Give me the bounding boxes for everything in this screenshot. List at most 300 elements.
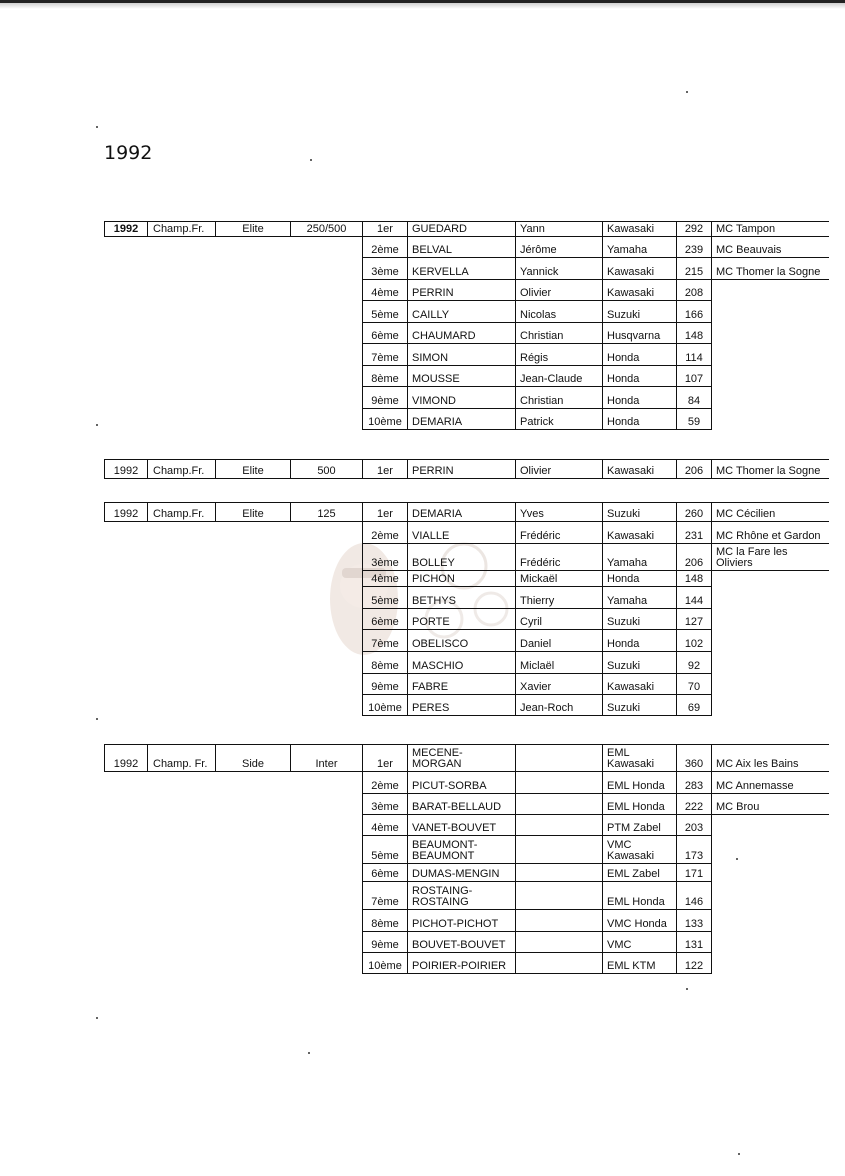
points-cell-text: 122 [684,960,704,972]
table-row [0,744,845,772]
rider-firstname-cell-text: Yann [520,223,545,235]
club-cell [711,366,829,387]
rider-firstname-cell-text: Christian [520,395,564,407]
table-row [0,587,845,609]
rider-name-cell [407,221,515,237]
rider-name-cell-text: GUEDARD [412,223,468,235]
motorcycle-cell [602,459,676,479]
motorcycle-cell-text: Kawasaki [607,530,655,542]
points-cell-text: 131 [684,939,704,951]
category-cell [215,221,290,237]
class-cell [290,744,362,772]
motorcycle-cell-text: VMC Honda [607,918,667,930]
rider-name-cell [407,652,515,674]
club-cell [711,409,829,430]
rider-name-cell [407,882,515,910]
points-cell-text: 292 [684,223,704,235]
rank-cell [362,882,407,910]
rank-cell-text: 2ème [371,530,399,542]
table-row [0,258,845,280]
rider-name-cell [407,910,515,932]
points-cell-text: 92 [687,660,701,672]
rider-name-cell [407,953,515,974]
rank-cell [362,522,407,544]
rider-firstname-cell [515,571,602,587]
points-cell-text: 208 [684,287,704,299]
points-cell-text: 171 [684,868,704,880]
class-cell [290,502,362,522]
rider-name-cell-text: PERES [412,702,450,714]
club-cell [711,674,829,695]
rider-firstname-cell-text: Jean-Claude [520,373,583,385]
rank-cell [362,544,407,571]
points-cell-text: 70 [687,681,701,693]
points-cell-text: 239 [684,244,704,256]
points-cell [676,258,711,280]
rank-cell-text: 5ème [371,309,399,321]
rider-name-cell [407,522,515,544]
points-cell-text: 114 [685,352,703,364]
club-cell [711,882,829,910]
points-cell [676,344,711,366]
rider-firstname-cell-text: Miclaël [520,660,555,672]
motorcycle-cell-text: Suzuki [607,309,641,321]
rider-name-cell [407,609,515,630]
club-cell-text: MC Brou [716,801,760,813]
rider-name-cell-text: PERRIN [412,465,454,477]
rank-cell-text: 3ème [371,801,399,813]
scan-speck [96,126,98,128]
rider-firstname-cell [515,344,602,366]
category-cell-text: Side [241,758,265,770]
table-row [0,910,845,932]
rank-cell-text: 4ème [371,573,399,585]
rank-cell [362,387,407,409]
motorcycle-cell-text: EML KTM [607,960,656,972]
points-cell [676,587,711,609]
rank-cell-text: 5ème [371,850,399,862]
championship-cell [147,744,215,772]
rank-cell [362,815,407,836]
rank-cell [362,301,407,323]
rider-name-cell-text: MASCHIO [412,660,464,672]
table-row [0,836,845,864]
motorcycle-cell-text: VMC Kawasaki [607,839,655,862]
club-cell [711,544,829,571]
rider-firstname-cell [515,864,602,882]
club-cell-text: MC Thomer la Sogne [716,465,821,477]
rider-name-cell-text: MECENE-MORGAN [412,747,463,770]
rider-name-cell-text: PICUT-SORBA [412,780,487,792]
points-cell-text: 166 [684,309,704,321]
rider-firstname-cell [515,744,602,772]
points-cell-text: 102 [684,638,704,650]
rider-firstname-cell-text: Christian [520,330,564,342]
points-cell [676,609,711,630]
class-cell [290,459,362,479]
rider-firstname-cell [515,237,602,258]
rank-cell [362,674,407,695]
points-cell [676,522,711,544]
rider-name-cell [407,836,515,864]
points-cell-text: 231 [684,530,704,542]
points-cell [676,674,711,695]
rider-firstname-cell-text: Yannick [520,266,559,278]
rider-firstname-cell [515,772,602,794]
motorcycle-cell [602,932,676,953]
rank-cell [362,794,407,815]
motorcycle-cell-text: VMC [607,939,632,951]
rider-name-cell [407,744,515,772]
championship-cell-text: Champ.Fr. [153,465,205,477]
category-cell-text: Elite [242,465,264,477]
rider-firstname-cell-text: Mickaël [520,573,558,585]
rider-name-cell-text: OBELISCO [412,638,469,650]
rider-firstname-cell [515,794,602,815]
rider-name-cell-text: VIMOND [412,395,456,407]
points-cell-text: 283 [684,780,704,792]
year-cell-text: 1992 [113,758,139,770]
club-cell-text: MC la Fare les Oliviers [716,546,788,569]
rank-cell-text: 1er [377,465,393,477]
scan-speck [308,1052,310,1054]
motorcycle-cell [602,522,676,544]
motorcycle-cell [602,609,676,630]
rank-cell-text: 7ème [371,896,399,908]
points-cell-text: 222 [684,801,704,813]
rider-firstname-cell [515,323,602,344]
rider-name-cell [407,571,515,587]
rank-cell-text: 4ème [371,822,399,834]
points-cell-text: 59 [687,416,701,428]
points-cell [676,571,711,587]
category-cell-text: Elite [242,223,264,235]
rider-firstname-cell [515,221,602,237]
club-cell [711,695,829,716]
club-cell-text: MC Cécilien [716,508,776,520]
points-cell [676,836,711,864]
points-cell [676,815,711,836]
club-cell-text: MC Annemasse [716,780,794,792]
rider-firstname-cell-text: Jean-Roch [520,702,574,714]
rider-name-cell-text: BELVAL [412,244,452,256]
club-cell [711,237,829,258]
motorcycle-cell-text: EML Honda [607,896,665,908]
motorcycle-cell-text: Kawasaki [607,223,655,235]
rank-cell-text: 9ème [371,395,399,407]
club-cell [711,280,829,301]
rank-cell [362,409,407,430]
category-cell [215,502,290,522]
points-cell-text: 107 [684,373,704,385]
rider-name-cell [407,459,515,479]
rider-name-cell [407,258,515,280]
points-cell [676,953,711,974]
rider-name-cell-text: PORTE [412,616,450,628]
motorcycle-cell [602,882,676,910]
scan-speck [686,988,688,990]
rider-firstname-cell [515,932,602,953]
table-row [0,237,845,258]
club-cell-text: MC Rhône et Gardon [716,530,821,542]
rank-cell-text: 1er [377,758,393,770]
rider-firstname-cell [515,522,602,544]
rank-cell-text: 3ème [371,266,399,278]
rank-cell-text: 4ème [371,287,399,299]
motorcycle-cell-text: Suzuki [607,702,641,714]
table-row [0,323,845,344]
rank-cell [362,652,407,674]
points-cell [676,910,711,932]
table-row [0,221,845,237]
points-cell-text: 146 [684,896,704,908]
table-row [0,695,845,716]
club-cell [711,522,829,544]
points-cell-text: 133 [684,918,704,930]
category-cell [215,459,290,479]
rider-name-cell-text: BEAUMONT-BEAUMONT [412,839,478,862]
rank-cell-text: 10ème [368,416,402,428]
rider-firstname-cell [515,630,602,652]
motorcycle-cell-text: EML Honda [607,801,665,813]
rank-cell-text: 1er [377,223,393,235]
rider-name-cell [407,387,515,409]
table-row [0,882,845,910]
points-cell [676,409,711,430]
motorcycle-cell [602,630,676,652]
rider-firstname-cell-text: Olivier [520,287,552,299]
motorcycle-cell-text: Yamaha [607,595,648,607]
rider-name-cell-text: SIMON [412,352,449,364]
points-cell [676,864,711,882]
rider-name-cell-text: FABRE [412,681,449,693]
club-cell [711,630,829,652]
rank-cell [362,237,407,258]
rank-cell-text: 9ème [371,681,399,693]
table-row [0,953,845,974]
year-cell [104,459,147,479]
motorcycle-cell [602,366,676,387]
rank-cell-text: 8ème [371,373,399,385]
motorcycle-cell [602,301,676,323]
club-cell [711,744,829,772]
year-cell [104,221,147,237]
rider-firstname-cell [515,387,602,409]
rider-firstname-cell [515,609,602,630]
points-cell-text: 69 [687,702,701,714]
motorcycle-cell-text: Yamaha [607,244,648,256]
rider-name-cell-text: CAILLY [412,309,450,321]
rider-name-cell [407,544,515,571]
points-cell [676,882,711,910]
points-cell [676,652,711,674]
motorcycle-cell [602,815,676,836]
rank-cell-text: 2ème [371,780,399,792]
rider-name-cell-text: BOUVET-BOUVET [412,939,506,951]
points-cell-text: 148 [684,573,704,585]
club-cell-text: MC Aix les Bains [716,758,799,770]
scan-speck [310,159,312,161]
points-cell [676,366,711,387]
table-row [0,301,845,323]
motorcycle-cell-text: Honda [607,352,640,364]
rider-name-cell-text: VANET-BOUVET [412,822,497,834]
club-cell [711,301,829,323]
rider-firstname-cell [515,459,602,479]
rank-cell-text: 2ème [371,244,399,256]
rank-cell [362,609,407,630]
rank-cell [362,630,407,652]
rank-cell [362,280,407,301]
year-cell-text: 1992 [113,223,139,235]
rider-name-cell [407,344,515,366]
table-row [0,544,845,571]
table-row [0,932,845,953]
rider-firstname-cell-text: Thierry [520,595,555,607]
rider-firstname-cell [515,502,602,522]
points-cell-text: 215 [684,266,704,278]
rank-cell [362,695,407,716]
motorcycle-cell [602,652,676,674]
motorcycle-cell-text: Husqvarna [607,330,661,342]
rank-cell [362,772,407,794]
table-row [0,502,845,522]
rider-firstname-cell [515,953,602,974]
class-cell-text: 125 [317,508,336,520]
table-row [0,794,845,815]
rider-firstname-cell-text: Régis [520,352,549,364]
table-row [0,630,845,652]
rider-firstname-cell [515,544,602,571]
rank-cell [362,323,407,344]
rider-firstname-cell-text: Frédéric [520,530,561,542]
rider-name-cell-text: BOLLEY [412,557,455,569]
year-cell [104,744,147,772]
points-cell-text: 260 [684,508,704,520]
rider-firstname-cell [515,587,602,609]
rider-firstname-cell [515,258,602,280]
rank-cell [362,953,407,974]
motorcycle-cell [602,571,676,587]
rank-cell-text: 6ème [371,330,399,342]
motorcycle-cell-text: Yamaha [607,557,648,569]
motorcycle-cell-text: Kawasaki [607,266,655,278]
table-row [0,344,845,366]
rank-cell [362,864,407,882]
table-row [0,459,845,479]
table-row [0,864,845,882]
championship-cell [147,459,215,479]
rank-cell [362,932,407,953]
points-cell [676,280,711,301]
motorcycle-cell [602,237,676,258]
rider-firstname-cell [515,695,602,716]
top-scan-shadow [0,3,845,9]
rank-cell-text: 10ème [368,960,402,972]
rank-cell-text: 10ème [368,702,402,714]
motorcycle-cell-text: Honda [607,395,640,407]
rider-name-cell-text: KERVELLA [412,266,469,278]
rank-cell-text: 9ème [371,939,399,951]
rider-firstname-cell-text: Patrick [520,416,554,428]
motorcycle-cell [602,674,676,695]
rider-firstname-cell [515,366,602,387]
club-cell [711,953,829,974]
motorcycle-cell [602,910,676,932]
points-cell [676,695,711,716]
motorcycle-cell-text: Kawasaki [607,465,655,477]
points-cell [676,459,711,479]
motorcycle-cell [602,502,676,522]
table-row [0,609,845,630]
rider-firstname-cell [515,652,602,674]
rider-name-cell [407,409,515,430]
motorcycle-cell [602,544,676,571]
club-cell [711,387,829,409]
year-cell-text: 1992 [113,508,139,520]
points-cell [676,502,711,522]
club-cell [711,587,829,609]
rider-firstname-cell-text: Xavier [520,681,552,693]
club-cell [711,910,829,932]
rider-firstname-cell [515,674,602,695]
rider-firstname-cell [515,815,602,836]
rank-cell [362,836,407,864]
rider-name-cell [407,864,515,882]
year-cell [104,502,147,522]
page-title: 1992 [104,142,153,164]
motorcycle-cell [602,794,676,815]
rank-cell [362,459,407,479]
rider-name-cell [407,366,515,387]
club-cell [711,815,829,836]
points-cell-text: 127 [684,616,704,628]
table-row [0,280,845,301]
motorcycle-cell-text: Suzuki [607,660,641,672]
rider-name-cell-text: PICHON [412,573,455,585]
rider-name-cell [407,237,515,258]
table-row [0,652,845,674]
club-cell [711,571,829,587]
rider-firstname-cell-text: Olivier [520,465,552,477]
table-row [0,772,845,794]
rider-name-cell-text: BETHYS [412,595,457,607]
class-cell-text: 250/500 [306,223,347,235]
motorcycle-cell [602,836,676,864]
rider-name-cell [407,772,515,794]
rank-cell [362,344,407,366]
championship-cell-text: Champ.Fr. [153,508,205,520]
rank-cell-text: 7ème [371,352,399,364]
rank-cell-text: 7ème [371,638,399,650]
points-cell-text: 84 [687,395,701,407]
club-cell [711,459,829,479]
motorcycle-cell [602,953,676,974]
rider-name-cell-text: DEMARIA [412,416,463,428]
scan-speck [738,1153,740,1155]
points-cell-text: 173 [684,850,704,862]
points-cell [676,301,711,323]
club-cell [711,794,829,815]
rider-firstname-cell-text: Jérôme [520,244,557,256]
club-cell [711,323,829,344]
points-cell-text: 203 [684,822,704,834]
table-row [0,387,845,409]
rider-name-cell-text: CHAUMARD [412,330,476,342]
points-cell [676,387,711,409]
rider-name-cell [407,502,515,522]
rider-name-cell-text: DUMAS-MENGIN [412,868,500,880]
